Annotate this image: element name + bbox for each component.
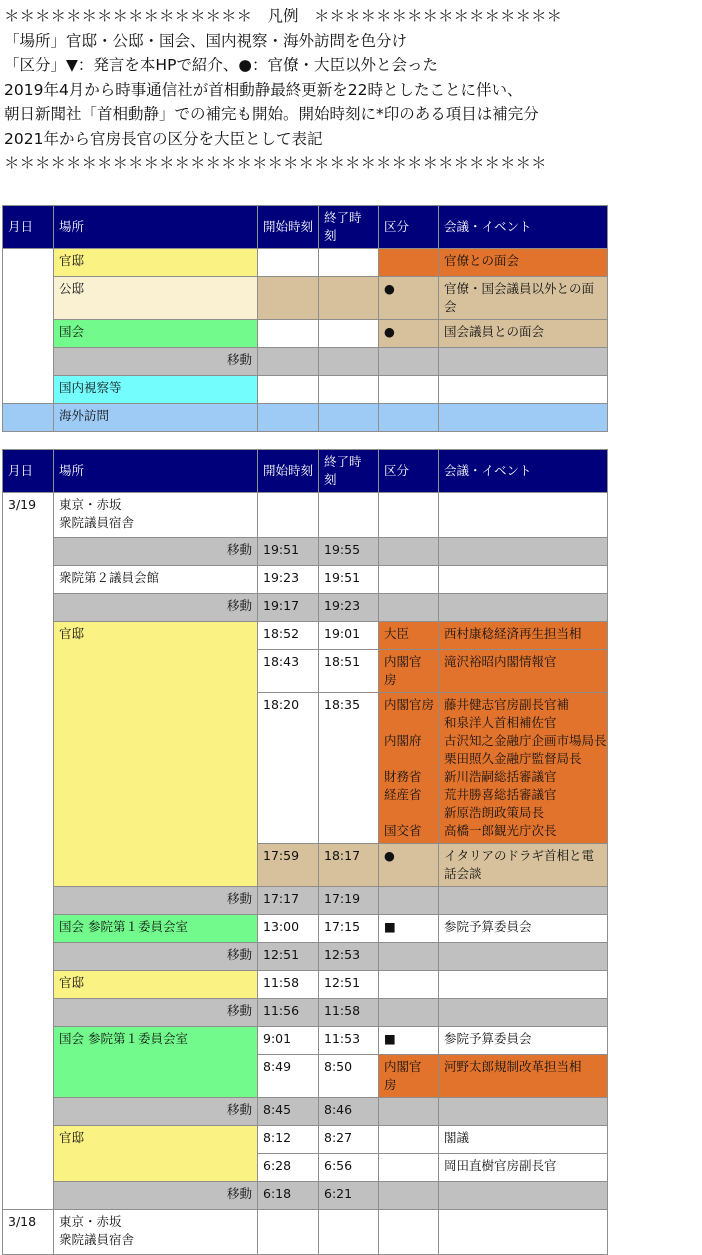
place-cell: 東京・赤坂 衆院議員宿舎 — [54, 1210, 258, 1255]
event-cell: イタリアのドラギ首相と電話会談 — [439, 844, 608, 887]
table-row — [3, 915, 608, 943]
event-cell: 参院予算委員会 — [439, 915, 608, 943]
event-cell: 参院予算委員会 — [439, 1027, 608, 1055]
col-header-place: 場所 — [54, 206, 258, 249]
end-cell: 18:35 — [319, 693, 379, 844]
start-cell: 6:18 — [258, 1182, 319, 1210]
date-cell: 3/18 — [3, 1210, 54, 1255]
move-label: 移動 — [54, 594, 258, 622]
legend-table — [2, 205, 608, 432]
move-label: 移動 — [54, 1182, 258, 1210]
table-row — [3, 594, 608, 622]
kubun-cell: ■ — [379, 915, 439, 943]
start-cell: 19:51 — [258, 538, 319, 566]
end-cell: 19:55 — [319, 538, 379, 566]
start-cell: 19:23 — [258, 566, 319, 594]
event-cell: 官僚・国会議員以外との面会 — [439, 277, 608, 320]
legend-line: 2019年4月から時事通信社が首相動静最終更新を22時としたことに伴い、 — [4, 80, 523, 99]
event-cell: 河野太郎規制改革担当相 — [439, 1055, 608, 1098]
kubun-cell: ● — [379, 844, 439, 887]
legend-line: 2021年から官房長官の区分を大臣として表記 — [4, 129, 323, 148]
legend-row-kaigai — [3, 404, 608, 432]
place-cell: 国内視察等 — [54, 376, 258, 404]
table-row — [3, 971, 608, 999]
start-cell: 11:56 — [258, 999, 319, 1027]
col-header-date: 月日 — [3, 450, 54, 493]
table-row — [3, 1126, 608, 1154]
move-label: 移動 — [54, 887, 258, 915]
legend-row-idou — [3, 348, 608, 376]
date-cell — [3, 249, 54, 404]
schedule-header — [3, 450, 608, 493]
start-cell: 17:59 — [258, 844, 319, 887]
place-cell: 官邸 — [54, 1126, 258, 1182]
kubun-cell: 内閣官房 — [379, 1055, 439, 1098]
col-header-kubun: 区分 — [379, 450, 439, 493]
col-header-event: 会議・イベント — [439, 450, 608, 493]
kubun-cell: 大臣 — [379, 622, 439, 650]
move-label: 移動 — [54, 999, 258, 1027]
start-cell: 18:52 — [258, 622, 319, 650]
place-cell: 移動 — [54, 348, 258, 376]
place-cell: 海外訪問 — [54, 404, 258, 432]
event-cell: 藤井健志官房副長官補 和泉洋人首相補佐官 古沢知之金融庁企画市場局長 栗田照久金融庁監督局長 新川浩嗣総括審議官 荒井勝喜総括審議官 新原浩朗政策局長 高橋一郎観光庁次長 — [439, 693, 608, 844]
end-cell: 19:01 — [319, 622, 379, 650]
kubun-cell: ● — [379, 277, 439, 320]
start-cell: 18:43 — [258, 650, 319, 693]
start-cell: 6:28 — [258, 1154, 319, 1182]
end-cell: 6:56 — [319, 1154, 379, 1182]
place-cell: 国会 — [54, 320, 258, 348]
end-cell: 18:51 — [319, 650, 379, 693]
kubun-cell: 内閣官房 内閣府 財務省 経産省 国交省 — [379, 693, 439, 844]
col-header-kubun: 区分 — [379, 206, 439, 249]
end-cell: 17:19 — [319, 887, 379, 915]
kubun-cell: 内閣官房 — [379, 650, 439, 693]
legend-table-header — [3, 206, 608, 249]
start-cell: 8:45 — [258, 1098, 319, 1126]
end-cell: 6:21 — [319, 1182, 379, 1210]
legend-line: 朝日新聞社「首相動静」での補完も開始。開始時刻に*印のある項目は補完分 — [4, 105, 539, 123]
event-cell: 滝沢裕昭内閣情報官 — [439, 650, 608, 693]
table-row — [3, 999, 608, 1027]
event-cell: 官僚との面会 — [439, 249, 608, 277]
legend-row-kokunai — [3, 376, 608, 404]
legend-row-kokkai — [3, 320, 608, 348]
start-cell: 19:17 — [258, 594, 319, 622]
place-cell: 衆院第２議員会館 — [54, 566, 258, 594]
start-cell: 8:12 — [258, 1126, 319, 1154]
table-row — [3, 1098, 608, 1126]
col-header-date: 月日 — [3, 206, 54, 249]
place-cell: 国会 参院第１委員会室 — [54, 1027, 258, 1098]
place-cell: 公邸 — [54, 277, 258, 320]
end-cell: 11:58 — [319, 999, 379, 1027]
table-row — [3, 566, 608, 594]
table-row — [3, 1210, 608, 1255]
end-cell: 12:53 — [319, 943, 379, 971]
end-cell: 8:46 — [319, 1098, 379, 1126]
place-cell: 官邸 — [54, 971, 258, 999]
place-cell: 東京・赤坂 衆院議員宿舎 — [54, 493, 258, 538]
date-cell: 3/19 — [3, 493, 54, 1210]
legend-line: ＊＊＊＊＊＊＊＊＊＊＊＊＊＊＊＊ 凡例 ＊＊＊＊＊＊＊＊＊＊＊＊＊＊＊＊ — [4, 7, 563, 25]
col-header-end: 終了時刻 — [319, 450, 379, 493]
event-cell: 閣議 — [439, 1126, 608, 1154]
legend-line: 「場所」官邸・公邸・国会、国内視察・海外訪問を色分け — [4, 31, 408, 50]
table-row — [3, 887, 608, 915]
end-cell: 12:51 — [319, 971, 379, 999]
table-row — [3, 538, 608, 566]
col-header-start: 開始時刻 — [258, 450, 319, 493]
start-cell: 17:17 — [258, 887, 319, 915]
start-cell: 18:20 — [258, 693, 319, 844]
end-cell: 18:17 — [319, 844, 379, 887]
col-header-start: 開始時刻 — [258, 206, 319, 249]
end-cell: 11:53 — [319, 1027, 379, 1055]
end-cell: 19:51 — [319, 566, 379, 594]
start-cell: 11:58 — [258, 971, 319, 999]
start-cell: 8:49 — [258, 1055, 319, 1098]
table-row — [3, 493, 608, 538]
start-cell: 12:51 — [258, 943, 319, 971]
table-row — [3, 622, 608, 650]
move-label: 移動 — [54, 1098, 258, 1126]
col-header-end: 終了時刻 — [319, 206, 379, 249]
legend-text — [4, 4, 702, 176]
table-row — [3, 1182, 608, 1210]
col-header-place: 場所 — [54, 450, 258, 493]
legend-row-kotei — [3, 277, 608, 320]
table-row — [3, 943, 608, 971]
place-cell: 官邸 — [54, 249, 258, 277]
schedule-table — [2, 449, 608, 1255]
col-header-event: 会議・イベント — [439, 206, 608, 249]
start-cell: 13:00 — [258, 915, 319, 943]
kubun-cell: ■ — [379, 1027, 439, 1055]
legend-line: 「区分」▼：発言を本HPで紹介、●：官僚・大臣以外と会った — [4, 56, 438, 74]
place-cell: 国会 参院第１委員会室 — [54, 915, 258, 943]
legend-line: ＊＊＊＊＊＊＊＊＊＊＊＊＊＊＊＊＊＊＊＊＊＊＊＊＊＊＊＊＊＊＊＊＊＊＊ — [4, 154, 547, 172]
event-cell: 国会議員との面会 — [439, 320, 608, 348]
end-cell: 8:27 — [319, 1126, 379, 1154]
event-cell: 西村康稔経済再生担当相 — [439, 622, 608, 650]
start-cell: 9:01 — [258, 1027, 319, 1055]
kubun-cell: ● — [379, 320, 439, 348]
table-row — [3, 1027, 608, 1055]
end-cell: 8:50 — [319, 1055, 379, 1098]
legend-row-kantei — [3, 249, 608, 277]
move-label: 移動 — [54, 943, 258, 971]
end-cell: 19:23 — [319, 594, 379, 622]
event-cell: 岡田直樹官房副長官 — [439, 1154, 608, 1182]
end-cell: 17:15 — [319, 915, 379, 943]
place-cell: 官邸 — [54, 622, 258, 887]
move-label: 移動 — [54, 538, 258, 566]
